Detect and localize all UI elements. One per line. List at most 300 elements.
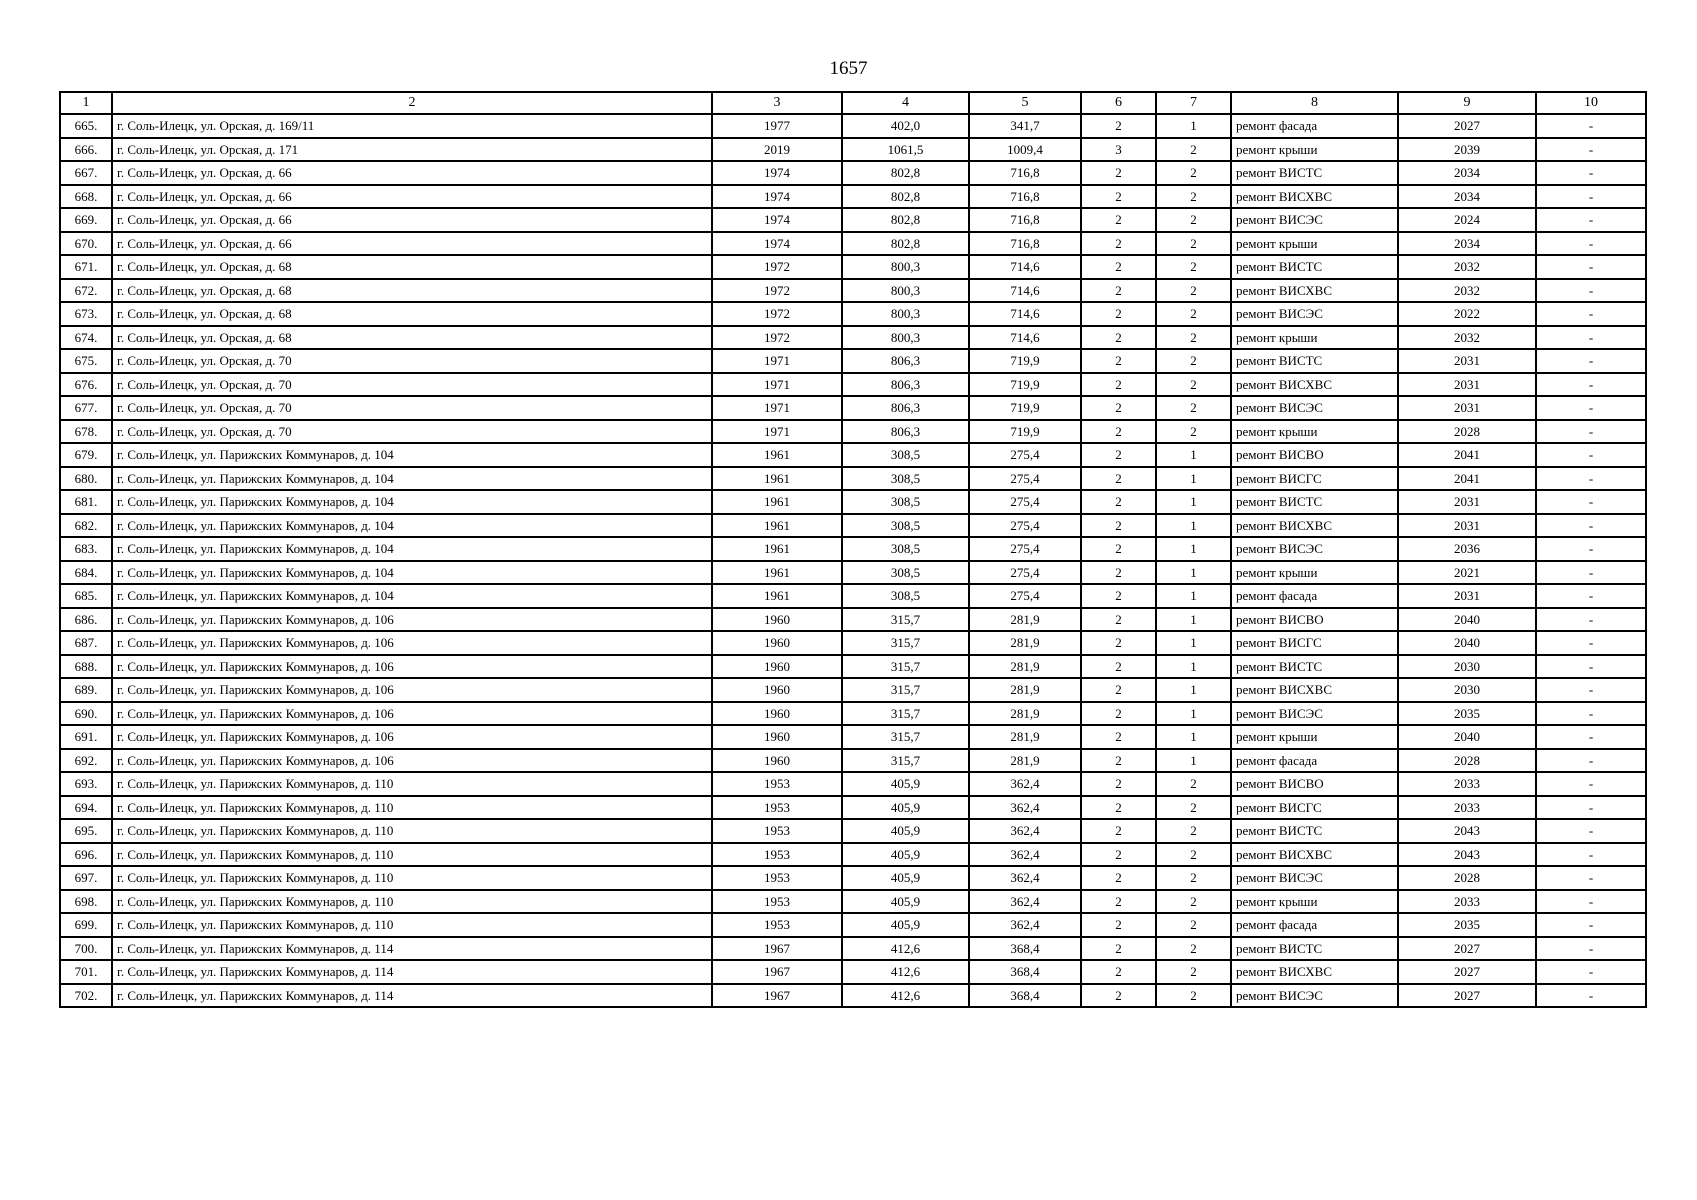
cell-row-number: 694. <box>60 796 112 820</box>
cell-col-6: 2 <box>1081 349 1156 373</box>
cell-year: 1967 <box>712 960 842 984</box>
cell-col-7: 1 <box>1156 467 1231 491</box>
cell-work-type: ремонт крыши <box>1231 890 1398 914</box>
cell-address: г. Соль-Илецк, ул. Орская, д. 66 <box>112 185 712 209</box>
cell-area-living: 362,4 <box>969 913 1081 937</box>
cell-row-number: 692. <box>60 749 112 773</box>
cell-year: 1974 <box>712 185 842 209</box>
cell-year: 1960 <box>712 702 842 726</box>
cell-area-total: 308,5 <box>842 514 969 538</box>
cell-area-total: 405,9 <box>842 913 969 937</box>
table-row <box>60 185 1646 209</box>
cell-address: г. Соль-Илецк, ул. Орская, д. 171 <box>112 138 712 162</box>
cell-col-6: 2 <box>1081 702 1156 726</box>
cell-col-10: - <box>1536 913 1646 937</box>
cell-work-type: ремонт ВИСТС <box>1231 161 1398 185</box>
cell-work-type: ремонт ВИСТС <box>1231 490 1398 514</box>
cell-area-total: 405,9 <box>842 843 969 867</box>
cell-year: 1953 <box>712 890 842 914</box>
cell-work-type: ремонт ВИСХВС <box>1231 185 1398 209</box>
cell-area-living: 362,4 <box>969 796 1081 820</box>
cell-col-6: 2 <box>1081 584 1156 608</box>
cell-col-10: - <box>1536 185 1646 209</box>
cell-work-type: ремонт ВИСХВС <box>1231 279 1398 303</box>
cell-year-planned: 2034 <box>1398 161 1536 185</box>
cell-year: 1972 <box>712 255 842 279</box>
cell-col-7: 1 <box>1156 702 1231 726</box>
cell-year: 1971 <box>712 373 842 397</box>
cell-area-living: 275,4 <box>969 467 1081 491</box>
column-header-3: 3 <box>712 92 842 114</box>
cell-address: г. Соль-Илецк, ул. Парижских Коммунаров, д. 106 <box>112 749 712 773</box>
cell-year-planned: 2024 <box>1398 208 1536 232</box>
cell-work-type: ремонт ВИСЭС <box>1231 208 1398 232</box>
cell-area-total: 806,3 <box>842 349 969 373</box>
cell-col-6: 2 <box>1081 396 1156 420</box>
cell-address: г. Соль-Илецк, ул. Парижских Коммунаров, д. 114 <box>112 960 712 984</box>
cell-address: г. Соль-Илецк, ул. Парижских Коммунаров, д. 104 <box>112 584 712 608</box>
cell-address: г. Соль-Илецк, ул. Парижских Коммунаров, д. 110 <box>112 890 712 914</box>
cell-col-10: - <box>1536 702 1646 726</box>
cell-address: г. Соль-Илецк, ул. Парижских Коммунаров, д. 106 <box>112 608 712 632</box>
cell-col-7: 1 <box>1156 725 1231 749</box>
cell-area-living: 368,4 <box>969 960 1081 984</box>
cell-address: г. Соль-Илецк, ул. Орская, д. 68 <box>112 279 712 303</box>
cell-area-living: 275,4 <box>969 490 1081 514</box>
cell-address: г. Соль-Илецк, ул. Парижских Коммунаров, д. 106 <box>112 678 712 702</box>
cell-year: 1967 <box>712 937 842 961</box>
cell-col-7: 2 <box>1156 373 1231 397</box>
cell-row-number: 698. <box>60 890 112 914</box>
cell-area-total: 806,3 <box>842 420 969 444</box>
cell-col-10: - <box>1536 772 1646 796</box>
cell-work-type: ремонт ВИСТС <box>1231 819 1398 843</box>
cell-year-planned: 2028 <box>1398 749 1536 773</box>
cell-area-living: 719,9 <box>969 373 1081 397</box>
cell-area-total: 405,9 <box>842 890 969 914</box>
cell-work-type: ремонт ВИСТС <box>1231 655 1398 679</box>
cell-work-type: ремонт крыши <box>1231 138 1398 162</box>
table-row <box>60 960 1646 984</box>
cell-area-living: 362,4 <box>969 866 1081 890</box>
cell-address: г. Соль-Илецк, ул. Парижских Коммунаров, д. 110 <box>112 913 712 937</box>
cell-area-living: 1009,4 <box>969 138 1081 162</box>
cell-address: г. Соль-Илецк, ул. Парижских Коммунаров, д. 106 <box>112 725 712 749</box>
cell-address: г. Соль-Илецк, ул. Парижских Коммунаров, д. 106 <box>112 655 712 679</box>
cell-year-planned: 2031 <box>1398 373 1536 397</box>
cell-col-10: - <box>1536 631 1646 655</box>
column-header-5: 5 <box>969 92 1081 114</box>
cell-col-6: 2 <box>1081 796 1156 820</box>
cell-year-planned: 2040 <box>1398 725 1536 749</box>
cell-col-6: 2 <box>1081 443 1156 467</box>
cell-col-7: 2 <box>1156 960 1231 984</box>
cell-work-type: ремонт крыши <box>1231 232 1398 256</box>
cell-work-type: ремонт ВИСТС <box>1231 255 1398 279</box>
cell-year-planned: 2032 <box>1398 255 1536 279</box>
cell-col-7: 2 <box>1156 843 1231 867</box>
cell-year: 1972 <box>712 326 842 350</box>
cell-address: г. Соль-Илецк, ул. Парижских Коммунаров, д. 104 <box>112 443 712 467</box>
cell-year: 1953 <box>712 819 842 843</box>
cell-area-total: 405,9 <box>842 866 969 890</box>
cell-address: г. Соль-Илецк, ул. Парижских Коммунаров, д. 114 <box>112 937 712 961</box>
table-row <box>60 279 1646 303</box>
cell-area-total: 806,3 <box>842 373 969 397</box>
cell-row-number: 667. <box>60 161 112 185</box>
column-header-2: 2 <box>112 92 712 114</box>
cell-area-living: 281,9 <box>969 631 1081 655</box>
cell-row-number: 688. <box>60 655 112 679</box>
table-row <box>60 725 1646 749</box>
cell-col-7: 1 <box>1156 114 1231 138</box>
cell-col-7: 2 <box>1156 138 1231 162</box>
column-header-1: 1 <box>60 92 112 114</box>
cell-year-planned: 2031 <box>1398 490 1536 514</box>
cell-row-number: 693. <box>60 772 112 796</box>
cell-year-planned: 2030 <box>1398 655 1536 679</box>
cell-row-number: 681. <box>60 490 112 514</box>
cell-area-living: 281,9 <box>969 608 1081 632</box>
table-row <box>60 655 1646 679</box>
cell-col-7: 1 <box>1156 514 1231 538</box>
cell-col-10: - <box>1536 114 1646 138</box>
cell-work-type: ремонт ВИСХВС <box>1231 960 1398 984</box>
cell-col-7: 1 <box>1156 537 1231 561</box>
cell-address: г. Соль-Илецк, ул. Парижских Коммунаров, д. 104 <box>112 490 712 514</box>
cell-address: г. Соль-Илецк, ул. Парижских Коммунаров, д. 110 <box>112 819 712 843</box>
table-row <box>60 631 1646 655</box>
cell-year-planned: 2034 <box>1398 185 1536 209</box>
cell-area-total: 308,5 <box>842 467 969 491</box>
cell-col-7: 2 <box>1156 866 1231 890</box>
cell-year: 1953 <box>712 772 842 796</box>
cell-year: 1974 <box>712 161 842 185</box>
cell-col-7: 2 <box>1156 984 1231 1008</box>
table-row <box>60 373 1646 397</box>
cell-year-planned: 2021 <box>1398 561 1536 585</box>
table-row <box>60 255 1646 279</box>
cell-year: 1960 <box>712 608 842 632</box>
cell-work-type: ремонт ВИСЭС <box>1231 866 1398 890</box>
cell-year-planned: 2040 <box>1398 608 1536 632</box>
cell-area-total: 315,7 <box>842 749 969 773</box>
cell-col-10: - <box>1536 608 1646 632</box>
cell-year: 1953 <box>712 843 842 867</box>
cell-row-number: 669. <box>60 208 112 232</box>
cell-year: 1971 <box>712 349 842 373</box>
cell-area-total: 800,3 <box>842 279 969 303</box>
cell-area-living: 281,9 <box>969 702 1081 726</box>
table-row <box>60 443 1646 467</box>
cell-address: г. Соль-Илецк, ул. Орская, д. 169/11 <box>112 114 712 138</box>
cell-address: г. Соль-Илецк, ул. Орская, д. 70 <box>112 349 712 373</box>
column-header-9: 9 <box>1398 92 1536 114</box>
cell-area-living: 341,7 <box>969 114 1081 138</box>
cell-col-10: - <box>1536 584 1646 608</box>
data-table <box>59 91 1647 1008</box>
cell-work-type: ремонт фасада <box>1231 114 1398 138</box>
cell-area-living: 362,4 <box>969 843 1081 867</box>
cell-work-type: ремонт крыши <box>1231 725 1398 749</box>
cell-area-living: 719,9 <box>969 420 1081 444</box>
cell-year: 1971 <box>712 396 842 420</box>
cell-area-living: 275,4 <box>969 443 1081 467</box>
cell-col-7: 2 <box>1156 255 1231 279</box>
cell-year-planned: 2041 <box>1398 443 1536 467</box>
cell-col-7: 2 <box>1156 819 1231 843</box>
cell-work-type: ремонт крыши <box>1231 326 1398 350</box>
cell-col-7: 2 <box>1156 232 1231 256</box>
cell-year-planned: 2031 <box>1398 584 1536 608</box>
cell-area-living: 714,6 <box>969 279 1081 303</box>
cell-work-type: ремонт ВИСЭС <box>1231 396 1398 420</box>
cell-area-total: 802,8 <box>842 185 969 209</box>
cell-area-total: 800,3 <box>842 255 969 279</box>
cell-year: 1967 <box>712 984 842 1008</box>
cell-work-type: ремонт ВИСХВС <box>1231 514 1398 538</box>
cell-col-7: 1 <box>1156 608 1231 632</box>
cell-col-7: 2 <box>1156 796 1231 820</box>
cell-row-number: 691. <box>60 725 112 749</box>
cell-address: г. Соль-Илецк, ул. Орская, д. 68 <box>112 255 712 279</box>
cell-address: г. Соль-Илецк, ул. Парижских Коммунаров, д. 110 <box>112 843 712 867</box>
table-row <box>60 772 1646 796</box>
cell-col-7: 2 <box>1156 913 1231 937</box>
cell-area-living: 714,6 <box>969 326 1081 350</box>
cell-year-planned: 2043 <box>1398 819 1536 843</box>
table-header-row <box>60 92 1646 114</box>
cell-col-10: - <box>1536 279 1646 303</box>
cell-area-total: 800,3 <box>842 326 969 350</box>
cell-address: г. Соль-Илецк, ул. Парижских Коммунаров, д. 106 <box>112 702 712 726</box>
cell-work-type: ремонт ВИСХВС <box>1231 843 1398 867</box>
cell-work-type: ремонт ВИСЭС <box>1231 302 1398 326</box>
cell-year-planned: 2031 <box>1398 514 1536 538</box>
table-body <box>60 114 1646 1007</box>
cell-area-living: 275,4 <box>969 514 1081 538</box>
cell-row-number: 678. <box>60 420 112 444</box>
cell-col-6: 2 <box>1081 561 1156 585</box>
cell-area-living: 275,4 <box>969 584 1081 608</box>
table-row <box>60 208 1646 232</box>
cell-col-10: - <box>1536 208 1646 232</box>
table-row <box>60 678 1646 702</box>
column-header-4: 4 <box>842 92 969 114</box>
cell-col-10: - <box>1536 890 1646 914</box>
cell-area-total: 1061,5 <box>842 138 969 162</box>
cell-col-10: - <box>1536 467 1646 491</box>
cell-area-living: 719,9 <box>969 349 1081 373</box>
cell-col-6: 2 <box>1081 326 1156 350</box>
cell-work-type: ремонт ВИСТС <box>1231 349 1398 373</box>
cell-area-total: 308,5 <box>842 490 969 514</box>
cell-row-number: 695. <box>60 819 112 843</box>
cell-year: 1977 <box>712 114 842 138</box>
cell-year-planned: 2039 <box>1398 138 1536 162</box>
table-row <box>60 232 1646 256</box>
cell-area-living: 716,8 <box>969 185 1081 209</box>
cell-area-total: 405,9 <box>842 772 969 796</box>
cell-row-number: 674. <box>60 326 112 350</box>
cell-year: 1961 <box>712 561 842 585</box>
cell-work-type: ремонт ВИСВО <box>1231 443 1398 467</box>
cell-address: г. Соль-Илецк, ул. Парижских Коммунаров, д. 104 <box>112 514 712 538</box>
table-row <box>60 561 1646 585</box>
table-row <box>60 913 1646 937</box>
cell-year: 1972 <box>712 302 842 326</box>
cell-col-6: 2 <box>1081 279 1156 303</box>
cell-col-7: 2 <box>1156 302 1231 326</box>
table-row <box>60 890 1646 914</box>
table-row <box>60 702 1646 726</box>
cell-area-living: 719,9 <box>969 396 1081 420</box>
cell-col-10: - <box>1536 937 1646 961</box>
cell-col-7: 2 <box>1156 772 1231 796</box>
cell-col-10: - <box>1536 138 1646 162</box>
cell-area-living: 362,4 <box>969 890 1081 914</box>
cell-address: г. Соль-Илецк, ул. Орская, д. 70 <box>112 396 712 420</box>
cell-work-type: ремонт фасада <box>1231 913 1398 937</box>
cell-address: г. Соль-Илецк, ул. Парижских Коммунаров, д. 104 <box>112 561 712 585</box>
cell-row-number: 699. <box>60 913 112 937</box>
column-header-7: 7 <box>1156 92 1231 114</box>
cell-col-6: 2 <box>1081 467 1156 491</box>
cell-col-6: 2 <box>1081 937 1156 961</box>
cell-area-total: 315,7 <box>842 655 969 679</box>
cell-col-10: - <box>1536 255 1646 279</box>
cell-row-number: 697. <box>60 866 112 890</box>
cell-col-10: - <box>1536 866 1646 890</box>
cell-row-number: 665. <box>60 114 112 138</box>
cell-address: г. Соль-Илецк, ул. Парижских Коммунаров, д. 110 <box>112 866 712 890</box>
table-row <box>60 843 1646 867</box>
cell-area-living: 281,9 <box>969 749 1081 773</box>
cell-area-total: 412,6 <box>842 937 969 961</box>
cell-work-type: ремонт ВИСТС <box>1231 937 1398 961</box>
cell-row-number: 676. <box>60 373 112 397</box>
cell-year: 1960 <box>712 631 842 655</box>
cell-row-number: 700. <box>60 937 112 961</box>
cell-work-type: ремонт ВИСГС <box>1231 467 1398 491</box>
cell-work-type: ремонт ВИСЭС <box>1231 984 1398 1008</box>
cell-row-number: 687. <box>60 631 112 655</box>
table-row <box>60 138 1646 162</box>
cell-row-number: 696. <box>60 843 112 867</box>
cell-area-total: 315,7 <box>842 631 969 655</box>
cell-col-7: 1 <box>1156 584 1231 608</box>
cell-address: г. Соль-Илецк, ул. Парижских Коммунаров, д. 110 <box>112 772 712 796</box>
cell-col-6: 2 <box>1081 960 1156 984</box>
cell-col-6: 2 <box>1081 772 1156 796</box>
cell-col-6: 2 <box>1081 913 1156 937</box>
page-number: 1657 <box>829 58 868 79</box>
cell-area-living: 368,4 <box>969 937 1081 961</box>
cell-year-planned: 2032 <box>1398 279 1536 303</box>
table-row <box>60 114 1646 138</box>
cell-col-10: - <box>1536 326 1646 350</box>
cell-year: 1961 <box>712 443 842 467</box>
cell-area-total: 802,8 <box>842 232 969 256</box>
cell-col-7: 1 <box>1156 631 1231 655</box>
cell-row-number: 686. <box>60 608 112 632</box>
cell-col-7: 1 <box>1156 655 1231 679</box>
cell-col-6: 2 <box>1081 185 1156 209</box>
cell-col-7: 1 <box>1156 561 1231 585</box>
cell-col-10: - <box>1536 749 1646 773</box>
cell-area-total: 315,7 <box>842 725 969 749</box>
table-row <box>60 537 1646 561</box>
cell-row-number: 677. <box>60 396 112 420</box>
cell-address: г. Соль-Илецк, ул. Орская, д. 68 <box>112 302 712 326</box>
cell-area-living: 281,9 <box>969 678 1081 702</box>
cell-col-10: - <box>1536 984 1646 1008</box>
cell-col-6: 2 <box>1081 373 1156 397</box>
cell-col-10: - <box>1536 420 1646 444</box>
cell-col-6: 2 <box>1081 843 1156 867</box>
cell-col-6: 2 <box>1081 537 1156 561</box>
cell-year: 1974 <box>712 208 842 232</box>
cell-col-6: 2 <box>1081 866 1156 890</box>
cell-year-planned: 2041 <box>1398 467 1536 491</box>
cell-year-planned: 2034 <box>1398 232 1536 256</box>
table-row <box>60 490 1646 514</box>
cell-year: 1953 <box>712 913 842 937</box>
cell-area-total: 308,5 <box>842 561 969 585</box>
table-row <box>60 608 1646 632</box>
cell-year: 2019 <box>712 138 842 162</box>
cell-area-total: 800,3 <box>842 302 969 326</box>
cell-col-10: - <box>1536 232 1646 256</box>
cell-year-planned: 2028 <box>1398 420 1536 444</box>
cell-area-total: 315,7 <box>842 608 969 632</box>
table-row <box>60 514 1646 538</box>
column-header-8: 8 <box>1231 92 1398 114</box>
cell-col-10: - <box>1536 443 1646 467</box>
cell-col-7: 1 <box>1156 749 1231 773</box>
cell-row-number: 689. <box>60 678 112 702</box>
cell-col-7: 2 <box>1156 890 1231 914</box>
cell-area-total: 315,7 <box>842 702 969 726</box>
cell-col-6: 2 <box>1081 232 1156 256</box>
cell-col-7: 2 <box>1156 161 1231 185</box>
cell-col-6: 3 <box>1081 138 1156 162</box>
cell-address: г. Соль-Илецк, ул. Парижских Коммунаров, д. 110 <box>112 796 712 820</box>
cell-area-total: 308,5 <box>842 443 969 467</box>
cell-year: 1971 <box>712 420 842 444</box>
cell-area-total: 405,9 <box>842 796 969 820</box>
cell-col-6: 2 <box>1081 678 1156 702</box>
cell-work-type: ремонт ВИСХВС <box>1231 373 1398 397</box>
cell-area-total: 802,8 <box>842 161 969 185</box>
cell-col-10: - <box>1536 561 1646 585</box>
table-row <box>60 584 1646 608</box>
cell-address: г. Соль-Илецк, ул. Орская, д. 66 <box>112 232 712 256</box>
cell-col-6: 2 <box>1081 725 1156 749</box>
cell-row-number: 666. <box>60 138 112 162</box>
cell-year-planned: 2031 <box>1398 396 1536 420</box>
cell-year-planned: 2033 <box>1398 890 1536 914</box>
cell-col-6: 2 <box>1081 890 1156 914</box>
cell-col-10: - <box>1536 490 1646 514</box>
cell-col-10: - <box>1536 796 1646 820</box>
cell-area-total: 405,9 <box>842 819 969 843</box>
cell-col-7: 2 <box>1156 279 1231 303</box>
cell-year: 1961 <box>712 490 842 514</box>
table-row <box>60 796 1646 820</box>
cell-year-planned: 2027 <box>1398 114 1536 138</box>
table-row <box>60 326 1646 350</box>
